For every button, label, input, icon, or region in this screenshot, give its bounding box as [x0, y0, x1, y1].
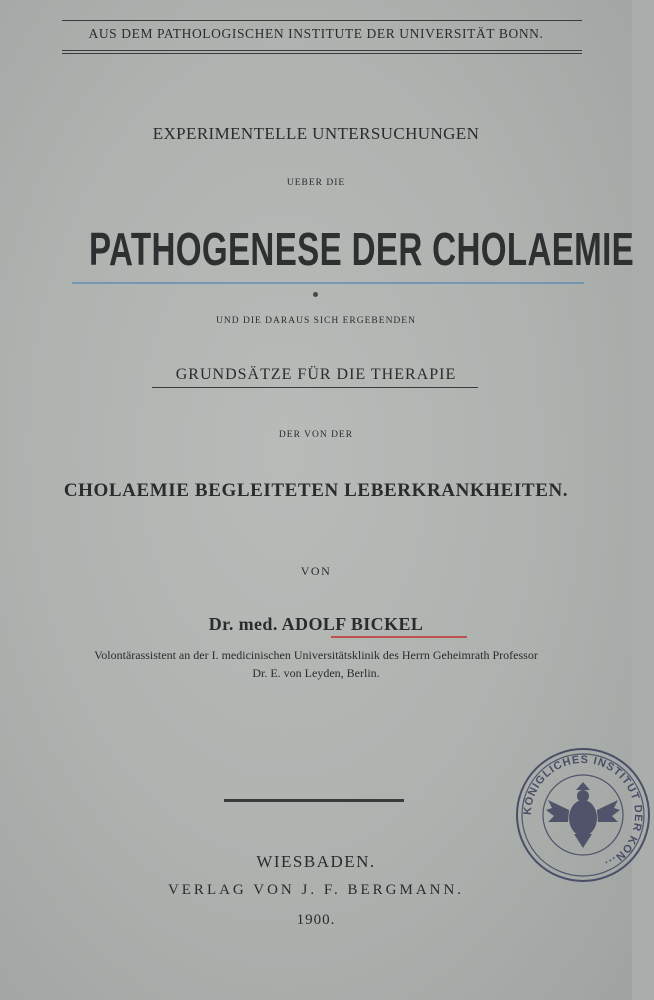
grundsaetze-underline: [152, 387, 478, 388]
imprint-city: WIESBADEN.: [256, 852, 376, 871]
title-line-3: UND DIE DARAUS SICH ERGEBENDEN: [216, 316, 416, 326]
header-rule-bottom: [62, 50, 582, 51]
imprint-year: 1900.: [296, 912, 336, 928]
red-pencil-underline: [331, 636, 467, 638]
title-line-4: GRUNDSÄTZE FÜR DIE THERAPIE: [175, 366, 457, 383]
institute-header: AUS DEM PATHOLOGISCHEN INSTITUTE DER UNIVERSITÄT BONN.: [88, 26, 544, 41]
pencil-mark: [313, 292, 318, 297]
main-title: PATHOGENESE DER CHOLAEMIE: [89, 223, 635, 275]
header-rule-bottom-2: [62, 53, 582, 54]
von-label: VON: [300, 564, 332, 578]
title-line-5: DER VON DER: [278, 430, 354, 440]
blue-pencil-underline: [72, 282, 584, 284]
title-line-1: EXPERIMENTELLE UNTERSUCHUNGEN: [152, 124, 480, 143]
title-line-2: UEBER DIE: [286, 178, 346, 188]
author-affiliation-1: Volontärassistent an der I. medicinischen Universitätsklinik des Herrn Geheimrath Professor: [94, 648, 538, 662]
author-name: Dr. med. ADOLF BICKEL: [208, 614, 424, 634]
header-rule-top: [62, 20, 582, 21]
title-line-6: CHOLAEMIE BEGLEITETEN LEBERKRANKHEITEN.: [63, 480, 569, 501]
imprint-publisher: VERLAG VON J. F. BERGMANN.: [167, 882, 465, 898]
author-affiliation-2: Dr. E. von Leyden, Berlin.: [252, 666, 380, 680]
stamp-text: KÖNIGLICHES INSTITUT DER KÖN...: [521, 753, 645, 871]
library-stamp-icon: [512, 744, 654, 886]
divider-rule: [224, 799, 404, 802]
